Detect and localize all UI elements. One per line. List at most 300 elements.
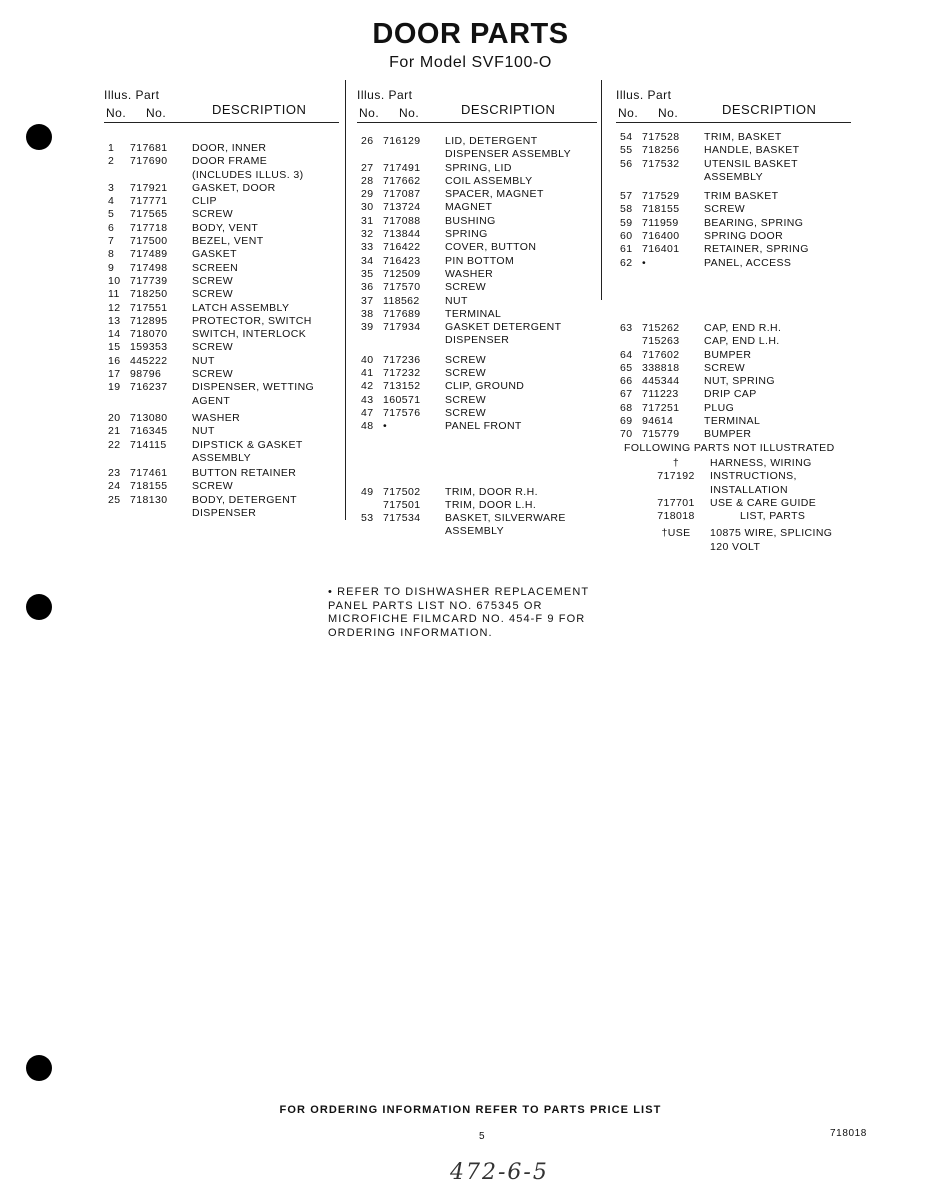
part-description: TRIM, DOOR L.H. xyxy=(445,498,537,511)
parts-row xyxy=(616,158,851,171)
part-description: DISPENSER, WETTING xyxy=(192,381,315,394)
parts-list xyxy=(104,142,339,520)
illus-number: 4 xyxy=(108,195,115,208)
part-number: 718250 xyxy=(130,288,168,301)
parts-row xyxy=(104,328,339,341)
parts-row xyxy=(357,135,597,148)
illus-number: 1 xyxy=(108,142,115,154)
parts-row xyxy=(104,195,339,208)
parts-row xyxy=(104,467,339,480)
parts-row xyxy=(357,321,597,334)
parts-row xyxy=(357,367,597,380)
part-number: 713080 xyxy=(130,411,168,424)
column-header xyxy=(357,80,597,120)
header-description: DESCRIPTION xyxy=(722,102,817,117)
part-description: HANDLE, BASKET xyxy=(704,144,800,157)
part-description: DOOR FRAME xyxy=(192,155,268,168)
illus-number: 38 xyxy=(361,307,374,320)
illus-number: 41 xyxy=(361,367,374,380)
part-number: 718155 xyxy=(642,203,680,216)
illus-number: 27 xyxy=(361,161,374,174)
parts-row xyxy=(357,486,597,499)
header-description: DESCRIPTION xyxy=(461,102,556,117)
part-number: 94614 xyxy=(642,415,674,428)
not-illustrated-row xyxy=(616,541,851,554)
parts-row xyxy=(104,439,339,452)
parts-row xyxy=(104,222,339,235)
illus-number: 57 xyxy=(620,190,633,203)
parts-row xyxy=(104,288,339,301)
part-description: WASHER xyxy=(192,411,241,424)
document-number: 718018 xyxy=(830,1128,867,1139)
illus-number: 34 xyxy=(361,254,374,267)
illus-number: 49 xyxy=(361,485,374,498)
part-description: LID, DETERGENT xyxy=(445,135,538,147)
parts-row xyxy=(357,295,597,308)
part-number: 717500 xyxy=(130,235,168,248)
parts-row xyxy=(104,182,339,195)
part-description: BUTTON RETAINER xyxy=(192,467,297,480)
part-description: BUMPER xyxy=(704,348,752,361)
part-description: SPRING xyxy=(445,228,488,241)
part-description: CLIP, GROUND xyxy=(445,380,525,393)
parts-row xyxy=(104,452,339,465)
part-description: SCREW xyxy=(445,406,487,419)
part-number: † xyxy=(672,456,680,469)
part-description: BODY, VENT xyxy=(192,221,259,234)
part-description: PANEL, ACCESS xyxy=(704,256,792,269)
part-description: SPRING, LID xyxy=(445,161,512,174)
not-illustrated-row xyxy=(616,527,851,540)
part-number: 718256 xyxy=(642,144,680,157)
parts-row xyxy=(616,415,851,428)
part-number: • xyxy=(383,420,388,433)
part-number: 716345 xyxy=(130,425,168,438)
part-description: WASHER xyxy=(445,267,494,280)
part-number: 717498 xyxy=(130,261,168,274)
part-description: PLUG xyxy=(704,401,735,414)
part-description: COIL ASSEMBLY xyxy=(445,174,533,187)
header-rule xyxy=(357,122,597,123)
not-illustrated-row xyxy=(616,457,851,470)
parts-row xyxy=(104,395,339,408)
illus-number xyxy=(104,395,130,408)
illus-number: 31 xyxy=(361,214,374,227)
illus-number: 6 xyxy=(108,221,115,234)
illus-number: 48 xyxy=(361,420,374,433)
parts-row xyxy=(357,512,597,525)
illus-number: 22 xyxy=(108,438,121,451)
illus-number: 12 xyxy=(108,301,121,314)
parts-row xyxy=(616,190,851,203)
part-description: TERMINAL xyxy=(445,307,502,320)
not-illustrated-row xyxy=(616,484,851,497)
header-rule xyxy=(104,122,339,123)
part-number: 717232 xyxy=(383,367,421,380)
part-description: SCREW xyxy=(192,480,234,493)
parts-row xyxy=(357,354,597,367)
parts-column-1 xyxy=(104,80,339,520)
parts-row xyxy=(357,228,597,241)
part-description: SCREW xyxy=(192,368,234,381)
parts-row xyxy=(616,243,851,256)
part-number: 98796 xyxy=(130,368,162,381)
parts-row xyxy=(357,268,597,281)
part-number: 717602 xyxy=(642,348,680,361)
parts-row xyxy=(357,407,597,420)
parts-row xyxy=(357,499,597,512)
part-description: SPACER, MAGNET xyxy=(445,188,544,201)
illus-number: 2 xyxy=(108,155,115,168)
not-illustrated-row xyxy=(616,497,851,510)
parts-row xyxy=(104,155,339,168)
part-description: NUT xyxy=(192,354,215,367)
part-number: 716129 xyxy=(383,135,421,147)
parts-row xyxy=(104,412,339,425)
page-title: DOOR PARTS xyxy=(372,18,569,50)
part-number xyxy=(130,169,192,182)
part-description: HARNESS, WIRING xyxy=(710,456,812,469)
part-description: PIN BOTTOM xyxy=(445,254,515,267)
part-description: SPRING DOOR xyxy=(704,230,784,243)
header-illus-no: No. xyxy=(359,106,380,120)
illus-number xyxy=(357,148,383,161)
illus-number xyxy=(357,334,383,347)
illus-number: 35 xyxy=(361,267,374,280)
illus-number xyxy=(616,171,642,184)
part-number: 717461 xyxy=(130,467,168,480)
part-description: SWITCH, INTERLOCK xyxy=(192,328,307,341)
part-number: 717502 xyxy=(383,485,421,498)
illus-number: 54 xyxy=(620,131,633,143)
parts-row xyxy=(104,248,339,261)
part-description: GASKET DETERGENT xyxy=(445,321,562,334)
part-number: 718130 xyxy=(130,493,168,506)
part-number: 713844 xyxy=(383,228,421,241)
part-number xyxy=(383,148,445,161)
not-illustrated-heading: FOLLOWING PARTS NOT ILLUSTRATED xyxy=(624,441,835,454)
part-description: NUT xyxy=(192,425,215,438)
ordering-info-footer: FOR ORDERING INFORMATION REFER TO PARTS PRICE LIST xyxy=(279,1104,662,1116)
illus-number: 20 xyxy=(108,411,121,424)
part-number: 717689 xyxy=(383,307,421,320)
part-number: 713152 xyxy=(383,380,421,393)
illus-number: 24 xyxy=(108,480,121,493)
part-number xyxy=(642,484,710,497)
spacer xyxy=(616,497,642,510)
illus-number: 55 xyxy=(620,144,633,157)
part-number: 717570 xyxy=(383,281,421,294)
part-number: 716237 xyxy=(130,381,168,394)
parts-row xyxy=(357,394,597,407)
spacer xyxy=(616,541,642,554)
part-description: BEARING, SPRING xyxy=(704,216,804,229)
part-description: DOOR, INNER xyxy=(192,142,267,154)
part-description: TRIM, DOOR R.H. xyxy=(445,485,538,498)
parts-row xyxy=(357,380,597,393)
part-description: PANEL FRONT xyxy=(445,420,522,433)
part-number: 717534 xyxy=(383,512,421,525)
illus-number: 47 xyxy=(361,406,374,419)
part-number: 713724 xyxy=(383,201,421,214)
parts-column-3 xyxy=(616,80,851,554)
illus-number: 23 xyxy=(108,467,121,480)
part-number: 717718 xyxy=(130,221,168,234)
not-illustrated-row xyxy=(616,510,851,523)
parts-row xyxy=(357,255,597,268)
parts-row xyxy=(357,420,597,433)
header-illus-no: No. xyxy=(106,106,127,120)
illus-number: 65 xyxy=(620,361,633,374)
illus-number: 14 xyxy=(108,328,121,341)
column-header xyxy=(104,80,339,120)
part-number: 717192 xyxy=(657,470,695,483)
header-description: DESCRIPTION xyxy=(212,102,307,117)
illus-number: 19 xyxy=(108,381,121,394)
spacer xyxy=(616,484,642,497)
part-number: 717489 xyxy=(130,248,168,261)
illus-number: 7 xyxy=(108,235,115,248)
parts-row xyxy=(616,322,851,335)
parts-row xyxy=(616,335,851,348)
punch-hole-middle xyxy=(26,594,52,620)
part-description: BASKET, SILVERWARE xyxy=(445,512,566,525)
part-description: DRIP CAP xyxy=(704,388,757,401)
part-number: 717251 xyxy=(642,401,680,414)
part-number: 338818 xyxy=(642,361,680,374)
part-number: 718070 xyxy=(130,328,168,341)
illus-number xyxy=(104,507,130,520)
part-number: 712509 xyxy=(383,267,421,280)
part-description: SCREW xyxy=(445,353,487,366)
illus-number: 63 xyxy=(620,321,633,334)
part-description: LIST, PARTS xyxy=(740,510,806,523)
illus-number: 5 xyxy=(108,208,115,221)
illus-number: 11 xyxy=(108,288,120,301)
part-number: 717681 xyxy=(130,142,168,154)
part-number: 717934 xyxy=(383,321,421,334)
part-description: DISPENSER xyxy=(445,334,510,347)
spacer xyxy=(616,510,642,523)
part-number: 717576 xyxy=(383,406,421,419)
header-part-no: No. xyxy=(146,106,167,120)
illus-number xyxy=(357,499,383,512)
part-description: SCREW xyxy=(192,288,234,301)
part-description: 10875 WIRE, SPLICING xyxy=(710,527,833,540)
parts-row xyxy=(616,230,851,243)
part-number xyxy=(642,541,710,554)
illus-number: 66 xyxy=(620,375,633,388)
parts-row xyxy=(104,480,339,493)
parts-row xyxy=(104,425,339,438)
part-description: BUMPER xyxy=(704,428,752,441)
part-number: 717690 xyxy=(130,155,168,168)
page-number: 5 xyxy=(479,1131,485,1142)
part-number: 717528 xyxy=(642,131,680,143)
part-description: BUSHING xyxy=(445,214,496,227)
part-description: SCREW xyxy=(445,281,487,294)
parts-row xyxy=(616,217,851,230)
parts-row xyxy=(357,334,597,347)
illus-number: 21 xyxy=(108,425,121,438)
parts-list xyxy=(616,131,851,442)
not-illustrated-list xyxy=(616,457,851,554)
header-rule xyxy=(616,122,851,123)
parts-row xyxy=(104,262,339,275)
punch-hole-bottom xyxy=(26,1055,52,1081)
illus-number: 70 xyxy=(620,428,633,441)
part-description: NUT, SPRING xyxy=(704,375,775,388)
part-number: 716400 xyxy=(642,230,680,243)
part-description: (INCLUDES ILLUS. 3) xyxy=(192,168,304,181)
illus-number: 10 xyxy=(108,274,121,287)
part-number: 717088 xyxy=(383,214,421,227)
part-number: 717921 xyxy=(130,181,168,194)
part-number xyxy=(130,452,192,465)
part-description: USE & CARE GUIDE xyxy=(710,496,817,509)
part-description: SCREW xyxy=(704,361,746,374)
page-subtitle: For Model SVF100-O xyxy=(389,54,552,71)
not-illustrated-row xyxy=(616,470,851,483)
spacer xyxy=(616,470,642,483)
part-description: AGENT xyxy=(192,394,231,407)
part-number: 717771 xyxy=(130,195,168,208)
parts-row xyxy=(616,144,851,157)
parts-row xyxy=(104,302,339,315)
part-description: CAP, END L.H. xyxy=(704,335,780,348)
part-number: 717087 xyxy=(383,188,421,201)
illus-number: 3 xyxy=(108,181,115,194)
part-description: INSTRUCTIONS, xyxy=(710,470,797,483)
parts-row xyxy=(616,375,851,388)
illus-number: 56 xyxy=(620,157,633,170)
illus-number: 9 xyxy=(108,261,115,274)
part-number: 718155 xyxy=(130,480,168,493)
illus-number: 15 xyxy=(108,341,121,354)
parts-row xyxy=(616,362,851,375)
part-description: DIPSTICK & GASKET xyxy=(192,438,303,451)
part-number: 717529 xyxy=(642,190,680,203)
part-description: UTENSIL BASKET xyxy=(704,157,798,170)
part-number: 717551 xyxy=(130,301,168,314)
illus-number: 42 xyxy=(361,380,374,393)
handwritten-note: 472-6-5 xyxy=(450,1160,549,1185)
illus-number xyxy=(104,169,130,182)
part-description: LATCH ASSEMBLY xyxy=(192,301,290,314)
part-description: COVER, BUTTON xyxy=(445,241,537,254)
part-number: 716422 xyxy=(383,241,421,254)
part-description: ASSEMBLY xyxy=(704,170,764,183)
illus-number: 33 xyxy=(361,241,374,254)
part-description: ASSEMBLY xyxy=(445,525,505,538)
part-number: 712895 xyxy=(130,314,168,327)
parts-row xyxy=(357,241,597,254)
header-illus-no: No. xyxy=(618,106,639,120)
illus-number: 32 xyxy=(361,228,374,241)
part-number: 717491 xyxy=(383,161,421,174)
parts-row xyxy=(616,171,851,184)
part-description: PROTECTOR, SWITCH xyxy=(192,314,312,327)
parts-row xyxy=(104,208,339,221)
part-number: 159353 xyxy=(130,341,168,354)
illus-number: 61 xyxy=(620,243,633,256)
illus-number: 43 xyxy=(361,393,374,406)
part-description: TRIM, BASKET xyxy=(704,131,782,143)
parts-row xyxy=(104,341,339,354)
part-number: 445344 xyxy=(642,375,680,388)
part-number xyxy=(130,507,192,520)
part-description: BODY, DETERGENT xyxy=(192,493,297,506)
part-description: BEZEL, VENT xyxy=(192,235,264,248)
illus-number: 29 xyxy=(361,188,374,201)
part-description: SCREEN xyxy=(192,261,239,274)
parts-row xyxy=(357,175,597,188)
parts-row xyxy=(616,349,851,362)
part-description: TERMINAL xyxy=(704,415,761,428)
spacer xyxy=(616,527,642,540)
illus-number: 60 xyxy=(620,230,633,243)
parts-row xyxy=(104,235,339,248)
part-number: 160571 xyxy=(383,393,421,406)
parts-row xyxy=(357,281,597,294)
illus-number: 39 xyxy=(361,321,374,334)
illus-number: 28 xyxy=(361,174,374,187)
parts-row xyxy=(104,275,339,288)
part-number: 717565 xyxy=(130,208,168,221)
illus-number: 53 xyxy=(361,512,374,525)
part-description: GASKET xyxy=(192,248,237,261)
illus-number: 16 xyxy=(108,354,121,367)
parts-row xyxy=(616,402,851,415)
header-illus-part: Illus. Part xyxy=(616,88,672,102)
parts-row xyxy=(616,203,851,216)
part-number xyxy=(130,395,192,408)
parts-column-2 xyxy=(357,80,597,539)
part-description: MAGNET xyxy=(445,201,493,214)
parts-row xyxy=(104,355,339,368)
part-number xyxy=(642,171,704,184)
illus-number: 8 xyxy=(108,248,115,261)
parts-row xyxy=(104,381,339,394)
parts-row xyxy=(616,388,851,401)
part-number: 717701 xyxy=(657,496,695,509)
part-description: TRIM BASKET xyxy=(704,190,779,203)
punch-hole-top xyxy=(26,124,52,150)
parts-row xyxy=(616,131,851,144)
part-number: 715779 xyxy=(642,428,680,441)
part-number: 717236 xyxy=(383,353,421,366)
parts-row xyxy=(104,368,339,381)
spacer xyxy=(616,457,642,470)
illus-number xyxy=(616,335,642,348)
column-divider-1 xyxy=(345,80,346,520)
illus-number: 67 xyxy=(620,388,633,401)
parts-row xyxy=(616,428,851,441)
part-number: 711223 xyxy=(642,388,679,401)
illus-number: 62 xyxy=(620,256,633,269)
part-number: 118562 xyxy=(383,294,420,307)
part-number: 717662 xyxy=(383,174,421,187)
part-number: 718018 xyxy=(657,510,695,523)
header-illus-part: Illus. Part xyxy=(357,88,413,102)
illus-number: 37 xyxy=(361,294,374,307)
parts-list xyxy=(357,135,597,539)
illus-number: 13 xyxy=(108,314,121,327)
part-description: ASSEMBLY xyxy=(192,451,252,464)
illus-number: 58 xyxy=(620,203,633,216)
part-number: 716401 xyxy=(642,243,680,256)
parts-row xyxy=(357,148,597,161)
